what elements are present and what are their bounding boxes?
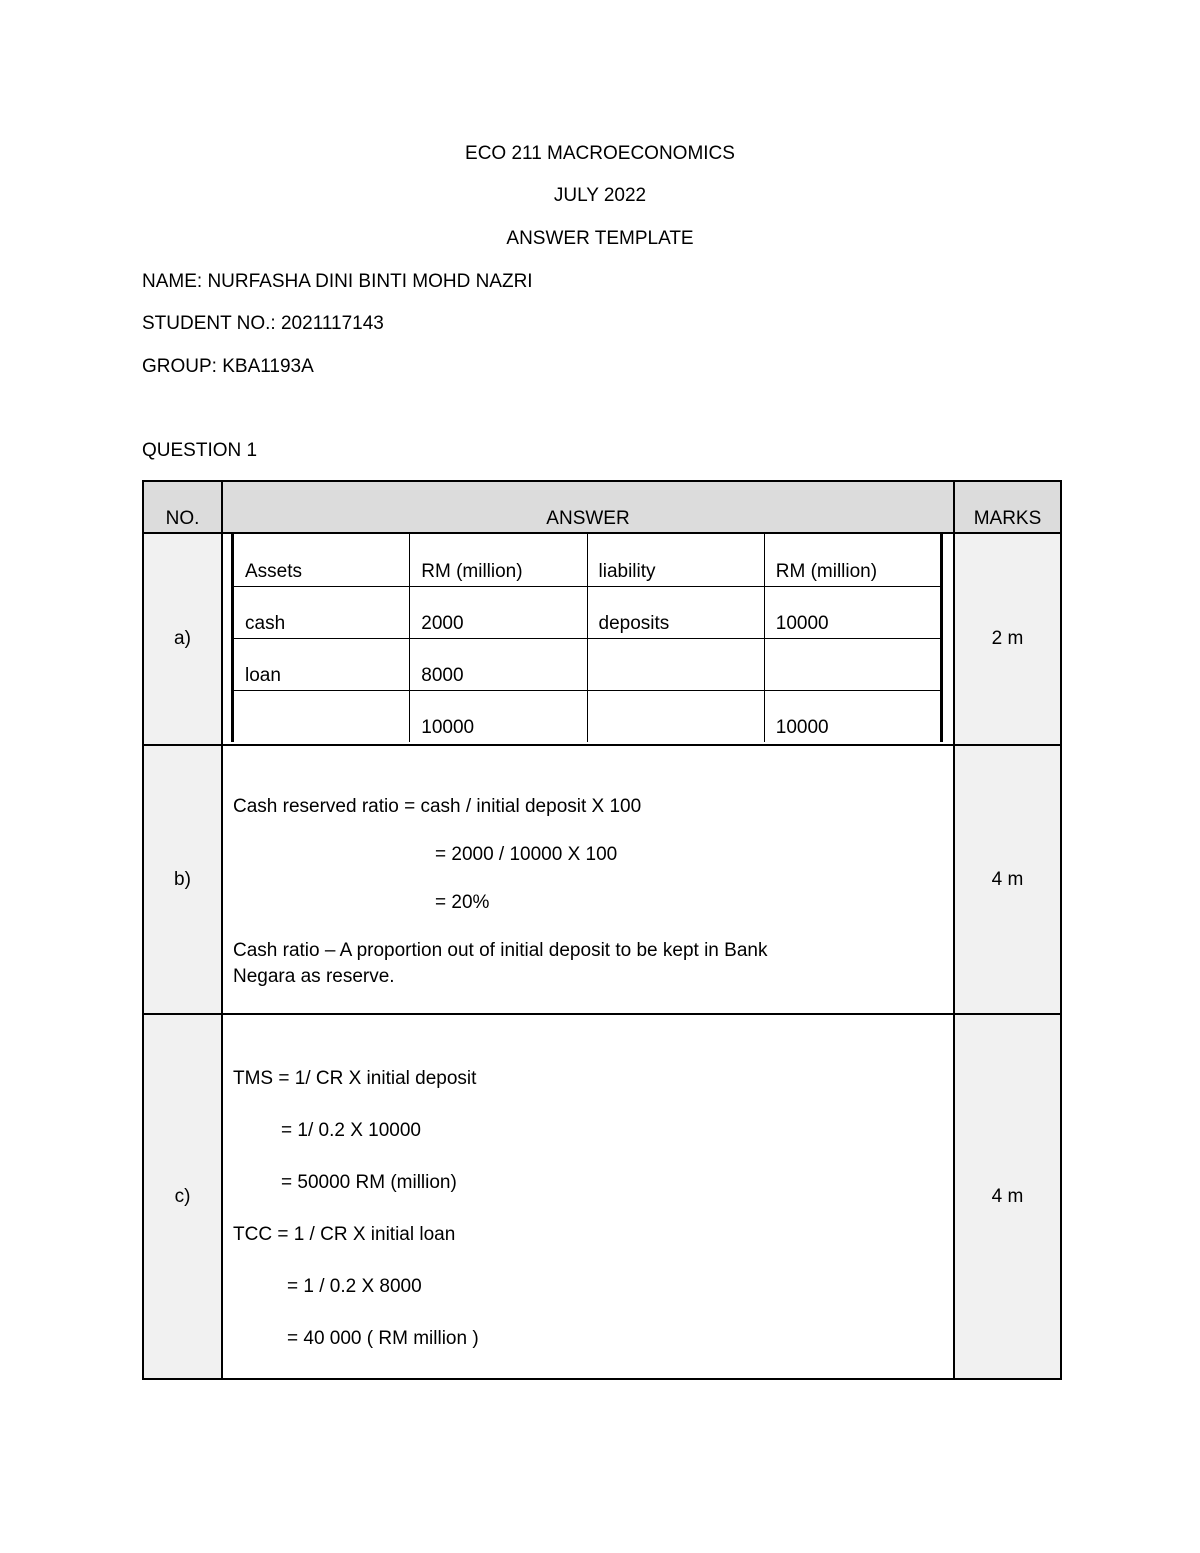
- balance-sheet-cell: [587, 690, 764, 742]
- answer-line: Cash reserved ratio = cash / initial deposit X 100: [233, 795, 642, 817]
- balance-sheet-table: [231, 534, 943, 742]
- balance-sheet-cell: 10000: [764, 690, 941, 742]
- student-name: NAME: NURFASHA DINI BINTI MOHD NAZRI: [142, 271, 533, 292]
- balance-sheet-cell: [587, 638, 764, 690]
- balance-sheet-row: [233, 534, 942, 586]
- answer-cell: [222, 745, 954, 1014]
- header-marks: MARKS: [954, 481, 1061, 533]
- balance-sheet-cell: Assets: [233, 534, 410, 586]
- answer-line: TMS = 1/ CR X initial deposit: [233, 1067, 477, 1089]
- balance-sheet-cell: deposits: [587, 586, 764, 638]
- question-title: QUESTION 1: [142, 440, 258, 461]
- balance-sheet-cell: 10000: [764, 586, 941, 638]
- balance-sheet-cell: [764, 638, 941, 690]
- balance-sheet-row: [233, 586, 942, 638]
- marks-value: 4 m: [954, 745, 1061, 1014]
- question-number: b): [143, 745, 222, 1014]
- marks-value: 4 m: [954, 1014, 1061, 1379]
- answer-line: = 1 / 0.2 X 8000: [287, 1275, 422, 1297]
- marks-value: 2 m: [954, 533, 1061, 745]
- course-title: ECO 211 MACROECONOMICS: [465, 143, 735, 164]
- header-answer: ANSWER: [222, 481, 954, 533]
- balance-sheet-cell: 8000: [410, 638, 587, 690]
- balance-sheet-cell: RM (million): [764, 534, 941, 586]
- table-row: [143, 745, 1061, 1014]
- balance-sheet-cell: 2000: [410, 586, 587, 638]
- balance-sheet-row: [233, 638, 942, 690]
- table-row: [143, 1014, 1061, 1379]
- balance-sheet-cell: RM (million): [410, 534, 587, 586]
- answer-line: = 1/ 0.2 X 10000: [281, 1119, 421, 1141]
- template-title: ANSWER TEMPLATE: [506, 228, 694, 249]
- balance-sheet-cell: 10000: [410, 690, 587, 742]
- header-no: NO.: [143, 481, 222, 533]
- session-title: JULY 2022: [553, 185, 647, 206]
- answer-cell: [222, 533, 954, 745]
- balance-sheet-cell: [233, 690, 410, 742]
- balance-sheet-cell: cash: [233, 586, 410, 638]
- table-row: [143, 533, 1061, 745]
- student-group: GROUP: KBA1193A: [142, 356, 314, 377]
- balance-sheet-cell: liability: [587, 534, 764, 586]
- answer-line: Negara as reserve.: [233, 965, 395, 987]
- answer-line: TCC = 1 / CR X initial loan: [233, 1223, 456, 1245]
- question-number: c): [143, 1014, 222, 1379]
- answer-line: Cash ratio – A proportion out of initial deposit to be kept in Bank: [233, 939, 768, 961]
- balance-sheet-row: [233, 690, 942, 742]
- question-number: a): [143, 533, 222, 745]
- answer-line: = 50000 RM (million): [281, 1171, 457, 1193]
- student-number: STUDENT NO.: 2021117143: [142, 313, 384, 334]
- answer-line: = 40 000 ( RM million ): [287, 1327, 479, 1349]
- answer-cell: [222, 1014, 954, 1379]
- answer-line: = 20%: [435, 891, 490, 913]
- answer-table-header: [143, 481, 1061, 533]
- answer-line: = 2000 / 10000 X 100: [435, 843, 618, 865]
- balance-sheet-cell: loan: [233, 638, 410, 690]
- answer-table: [142, 480, 1062, 1380]
